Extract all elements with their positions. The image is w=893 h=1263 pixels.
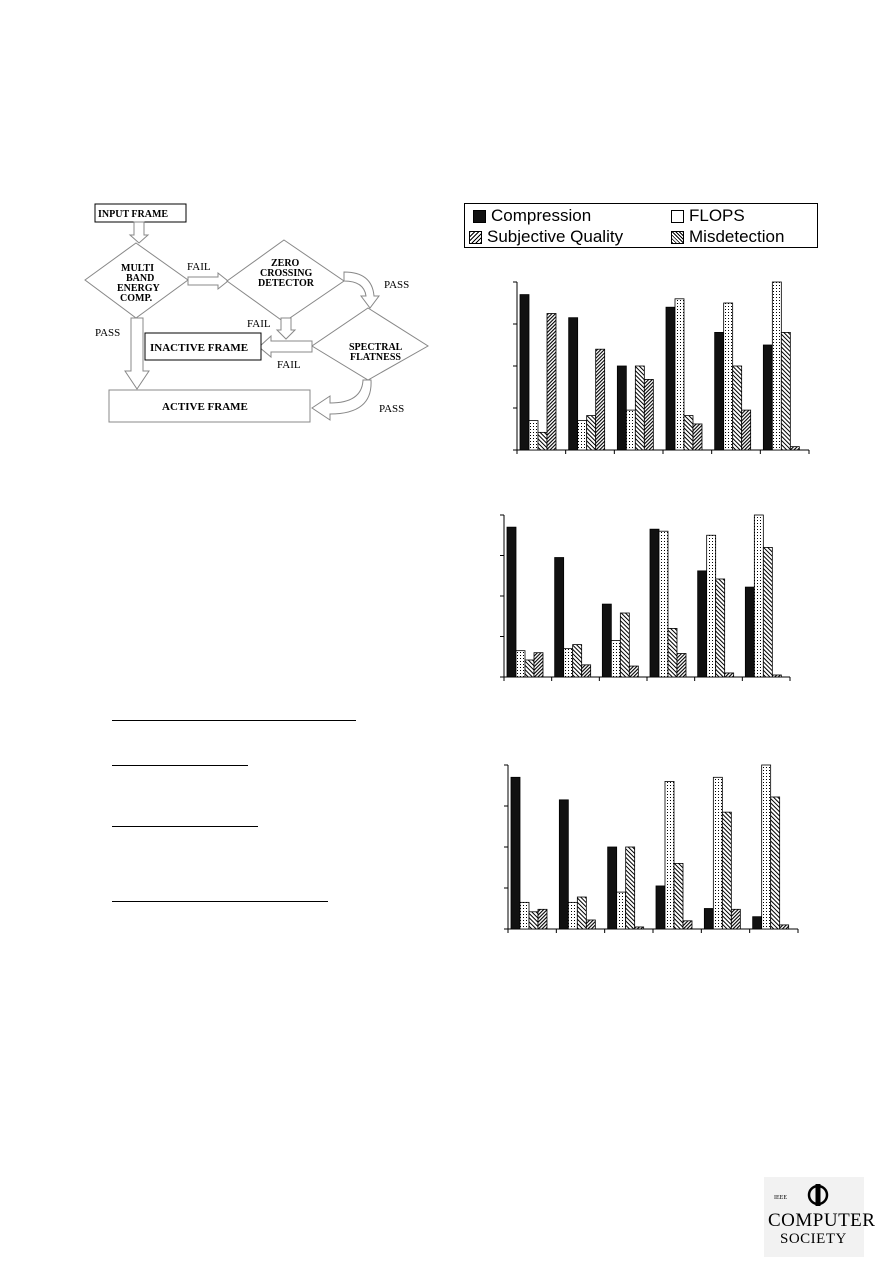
legend-swatch-flops [671,210,684,223]
bar-subjective-quality [668,628,677,677]
legend-item-subjective-quality [469,227,623,247]
bar-compression [569,318,578,450]
bar-misdetection [582,665,591,677]
bar-compression [656,886,665,929]
text-rule-1 [112,720,356,721]
bar-misdetection [725,673,734,677]
zero-line3: DETECTOR [258,278,314,289]
bar-compression [507,527,516,677]
bar-subjective-quality [674,863,683,929]
bar-flops [516,651,525,677]
bar-misdetection [772,675,781,677]
spectral-line1: SPECTRAL [349,342,403,353]
bar-misdetection [780,925,789,929]
bar-compression [704,909,713,930]
legend-label-flops: FLOPS [689,206,745,225]
legend-item-misdetection [671,227,784,247]
bar-compression [715,332,724,450]
legend-item-flops [671,206,745,226]
bar-subjective-quality [722,812,731,929]
text-rule-3 [112,826,258,827]
bar-flops [568,902,577,929]
ieee-computer-society-logo: IEEE COMPUTER SOCIETY [764,1177,864,1257]
bar-compression [745,587,754,677]
multiband-line2: BAND [126,273,155,284]
bar-flops [611,641,620,677]
bar-flops [762,765,771,929]
arrow-pass-to-spectral [344,272,379,308]
bar-subjective-quality [529,912,538,929]
spectral-line2: FLATNESS [350,352,401,363]
bar-misdetection [547,314,556,451]
bar-misdetection [538,909,547,929]
zero-line2: CROSSING [260,268,313,279]
arrow-input-down [130,222,148,243]
bar-chart-1 [505,275,815,455]
arrow-spectral-pass-to-active [312,380,371,420]
bar-compression [555,558,564,677]
bar-subjective-quality [538,432,547,450]
bar-misdetection [790,447,799,450]
bar-subjective-quality [763,547,772,677]
legend-item-compression [473,206,591,226]
bar-misdetection [635,927,644,929]
bar-chart-2 [492,510,802,685]
bar-misdetection [629,666,638,677]
bar-flops [617,892,626,929]
bar-flops [772,282,781,450]
bar-compression [520,295,529,450]
fail-label-2: FAIL [247,318,271,330]
bar-subjective-quality [587,416,596,450]
bar-compression [666,307,675,450]
zero-line1: ZERO [271,258,300,269]
bar-flops [520,902,529,929]
bar-compression [511,777,520,929]
pass-label-1: PASS [384,279,410,291]
bar-flops [578,421,587,450]
bar-compression [753,917,762,929]
bar-misdetection [534,653,543,677]
text-rule-4 [112,901,328,902]
bar-misdetection [677,654,686,677]
bar-misdetection [693,424,702,450]
bar-subjective-quality [626,847,635,929]
bar-compression [698,571,707,677]
bar-subjective-quality [684,416,693,450]
bar-misdetection [586,920,595,929]
bar-misdetection [731,909,740,929]
bar-subjective-quality [781,332,790,450]
bar-compression [602,604,611,677]
text-rule-2 [112,765,248,766]
active-frame-label: ACTIVE FRAME [162,401,248,413]
bar-subjective-quality [620,613,629,677]
bar-flops [626,410,635,450]
bar-flops [707,535,716,677]
bar-misdetection [596,349,605,450]
arrow-fail-to-zero [188,273,228,289]
pass-label-2: PASS [95,327,121,339]
legend-swatch-subjective-quality [469,231,482,244]
chart-legend [464,203,818,248]
bar-subjective-quality [573,645,582,677]
bar-flops [659,531,668,677]
bar-compression [763,345,772,450]
bar-misdetection [644,379,653,450]
bar-subjective-quality [525,660,534,677]
bar-compression [617,366,626,450]
bar-misdetection [742,410,751,450]
bar-subjective-quality [635,366,644,450]
input-frame-label: INPUT FRAME [98,209,169,220]
legend-label-subjective-quality: Subjective Quality [487,227,624,246]
pass-label-3: PASS [379,403,405,415]
bar-flops [754,515,763,677]
multiband-line4: COMP. [120,293,153,304]
legend-label-compression: Compression [491,206,592,225]
bar-chart-3 [498,760,808,935]
multiband-line1: MULTI [121,263,154,274]
legend-swatch-misdetection [671,231,684,244]
fail-label-3: FAIL [277,359,301,371]
bar-flops [713,777,722,929]
legend-label-misdetection: Misdetection [689,227,785,246]
bar-subjective-quality [577,897,586,929]
bar-subjective-quality [716,579,725,677]
bar-compression [559,800,568,929]
bar-flops [665,781,674,929]
bar-flops [564,649,573,677]
bar-misdetection [683,921,692,929]
bar-subjective-quality [771,797,780,929]
bar-subjective-quality [733,366,742,450]
bar-flops [724,303,733,450]
arrow-zero-fail-down [277,318,295,339]
bar-compression [650,529,659,677]
bar-flops [675,299,684,450]
legend-swatch-compression [473,210,486,223]
fail-label-1: FAIL [187,261,211,273]
inactive-frame-label: INACTIVE FRAME [150,342,249,354]
multiband-line3: ENERGY [117,283,160,294]
bar-flops [529,421,538,450]
bar-compression [608,847,617,929]
